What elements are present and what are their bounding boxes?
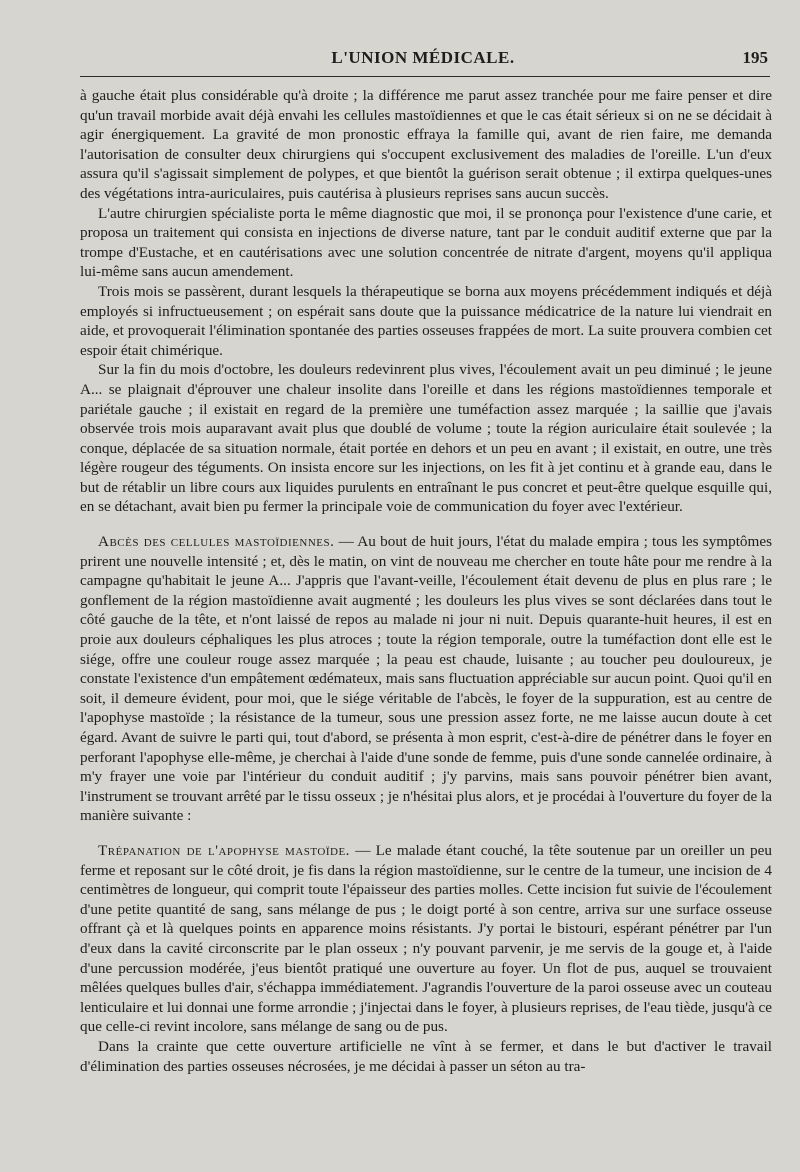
header-rule <box>80 76 770 77</box>
section-paragraph <box>80 532 772 826</box>
paragraph-text: à gauche était plus considérable qu'à droite ; la différence me parut assez tranchée pour me faire penser et dire qu'un travail morbide avait déjà envahi les cellules mastoïdiennes et que le cas était sérieux si on ne se décidait à agir énergiquement. La gravité de mon pronostic effraya la famille qui, avant de rien faire, me demanda l'autorisation de consulter deux chirurgiens qui s'occupent exclusivement des maladies de l'oreille. L'un d'eux assura qu'il s'agissait simplement de polypes, et que bientôt la guérison serait obtenue ; il extirpa quelques-unes des végétations intra-auriculaires, puis cautérisa à plusieurs reprises sans aucun succès. <box>80 87 772 202</box>
paragraph <box>80 282 772 360</box>
paragraph <box>80 360 772 517</box>
page-header <box>78 44 768 74</box>
paragraph <box>80 86 772 204</box>
section-heading: Trépanation de l'apophyse mastoïde. <box>98 841 350 859</box>
paragraph-text: L'autre chirurgien spécialiste porta le même diagnostic que moi, il se prononça pour l'existence d'une carie, et proposa un traitement qui consista en injections de diverse nature, tant par le conduit auditif externe que par la trompe d'Eustache, et en cautérisations avec une solution concentrée de nitrate d'argent, moyens qu'il appliqua lui-même sans aucun amendement. <box>80 204 772 281</box>
paragraph <box>80 1037 772 1076</box>
paragraph-text: Sur la fin du mois d'octobre, les douleurs redevinrent plus vives, l'écoulement avait un peu diminué ; le jeune A... se plaignait d'éprouver une chaleur insolite dans l'oreille et dans les régions mastoïdiennes temporale et pariétale gauche ; il existait en regard de la première une tuméfaction assez marquée ; la saillie que j'avais observée trois mois auparavant avait plus que doublé de volume ; toute la région auriculaire était soulevée ; la conque, déplacée de sa situation normale, était portée en dehors et un peu en avant ; il existait, en outre, une très légère rougeur des téguments. On insista encore sur les injections, on les fit à jet continu et à grande eau, dans le but de rétablir un libre cours aux liquides purulents en entraînant le pus concret et peut-être quelque esquille qui, en se détachant, avait bien pu fermer la principale voie de communication du foyer avec l'extérieur. <box>80 361 772 516</box>
paragraph <box>80 204 772 282</box>
paragraph-text: — Au bout de huit jours, l'état du malade empira ; tous les symptômes prirent une nouvelle intensité ; et, dès le matin, on vint de nouveau me chercher en toute hâte pour me rendre à la campagne qu'habitait le jeune A... J'appris que l'avant-veille, l'écoulement était devenu de plus en plus rare ; le gonflement de la région mastoïdienne avait augmenté ; les douleurs les plus vives se sont déclarées dans tout le côté gauche de la tête, et n'ont laissé de repos au malade ni jour ni nuit. Depuis quarante-huit heures, il est en proie aux douleurs céphaliques les plus atroces ; toute la région temporale, outre la tuméfaction dont elle est le siége, offre une couleur rouge assez marquée ; la peau est chaude, luisante ; au toucher peu douloureux, je constate l'existence d'un empâtement œdémateux, mais sans fluctuation appréciable sur aucun point. Quoi qu'il en soit, il demeure évident, pour moi, que le siége véritable de l'abcès, le foyer de la suppuration, est au centre de l'apophyse mastoïde ; la résistance de la tumeur, sous une pression assez forte, ne me laisse aucun doute à cet égard. Avant de suivre le parti qui, tout d'abord, se présenta à mon esprit, c'est-à-dire de pénétrer dans le foyer en perforant l'apophyse elle-même, je cherchai à l'aide d'une sonde de femme, puis d'une sonde cannelée ordinaire, à m'y frayer une voie par l'intérieur du conduit auditif ; j'y parvins, mais sans pouvoir pénétrer bien avant, l'instrument se trouvant arrêté par le tissu osseux ; je n'hésitai plus alors, et je procédai à l'ouverture du foyer de la manière suivante : <box>80 533 772 825</box>
paragraph-text: Dans la crainte que cette ouverture artificielle ne vînt à se fermer, et dans le but d'activer le travail d'élimination des parties osseuses nécrosées, je me décidai à passer un séton au tra- <box>80 1037 772 1075</box>
article-body <box>80 86 772 1076</box>
running-title: L'UNION MÉDICALE. <box>331 48 515 67</box>
section-paragraph <box>80 841 772 1037</box>
paragraph-text: — Le malade étant couché, la tête soutenue par un oreiller un peu ferme et reposant sur le côté droit, je fis dans la région mastoïdienne, sur le centre de la tumeur, une incision de 4 centimètres de longueur, qui comprit toute l'épaisseur des parties molles. Cette incision fut suivie de l'écoulement d'une petite quantité de sang, sans mélange de pus ; le doigt porté à son centre, arriva sur une surface osseuse offrant çà et là quelques points en apparence moins résistants. J'y portai le bistouri, espérant pénétrer par l'un d'eux dans la cavité circonscrite par le plan osseux ; n'y pouvant parvenir, je me servis de la gouge et, à l'aide d'une percussion modérée, j'eus bientôt pratiqué une ouverture au foyer. Un flot de pus, auquel se trouvaient mêlées quelques bulles d'air, s'échappa immédiatement. J'agrandis l'ouverture de la paroi osseuse avec un couteau lenticulaire et lui donnai une forme arrondie ; j'injectai dans le foyer, à plusieurs reprises, de l'eau tiède, jusqu'à ce que celle-ci revint incolore, sans mélange de sang ou de pus. <box>80 841 772 1036</box>
page-number: 195 <box>742 48 768 67</box>
paragraph-text: Trois mois se passèrent, durant lesquels la thérapeutique se borna aux moyens précédemment indiqués et déjà employés si infructueusement ; on espérait sans doute que la puissance médicatrice de la nature lui viendrait en aide, et provoquerait l'élimination spontanée des parties osseuses frappées de mort. La suite prouvera combien cet espoir était chimérique. <box>80 282 772 359</box>
section-heading: Abcès des cellules mastoïdiennes. <box>98 533 335 551</box>
